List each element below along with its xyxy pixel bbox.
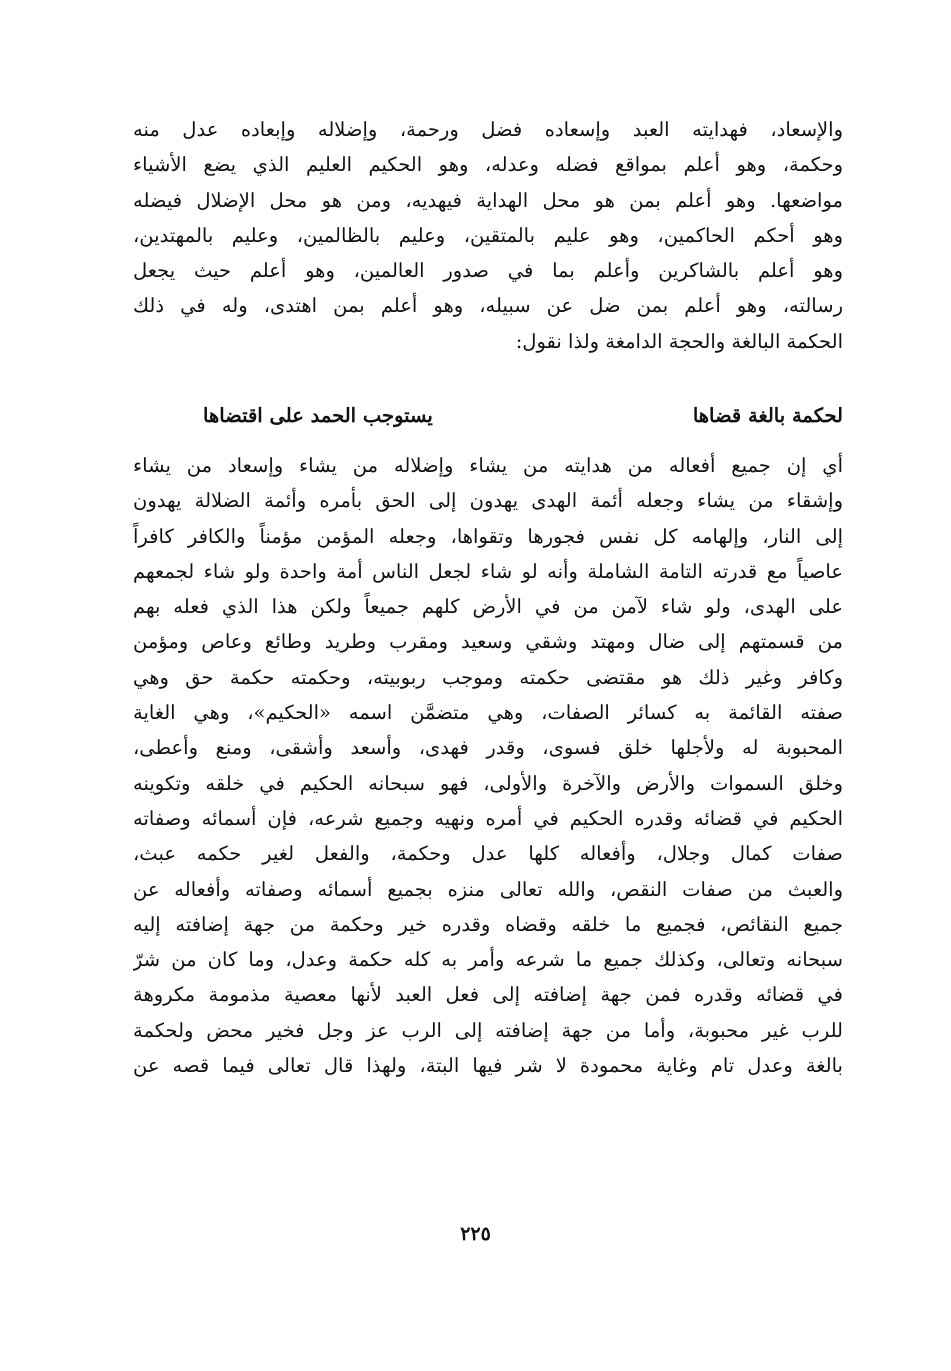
text-line: الحكيم في قضائه وقدره الحكيم في أمره ونهيه وجميع شرعه، فإن أسمائه وصفاته [133, 806, 843, 830]
text-line: للرب غير محبوبة، وأما من جهة إضافته إلى الرب عز وجل فخير محض ولحكمة [133, 1018, 843, 1042]
verse-first-hemistich: لحكمة بالغة قضاها [692, 404, 843, 427]
text-line: وكافر وغير ذلك هو مقتضى حكمته وموجب ربوبيته، وحكمته حكمة حق وهي [133, 665, 843, 689]
page-number: ٢٢٥ [460, 1223, 491, 1245]
text-line: في قضائه وقدره فمن جهة إضافته إلى فعل العبد لأنها معصية مذمومة مكروهة [133, 983, 843, 1007]
text-line: من قسمتهم إلى ضال ومهتد وشقي وسعيد ومقرب وطريد وطائع وعاص ومؤمن [133, 630, 843, 654]
text-line: مواضعها. وهو أعلم بمن هو محل الهداية فيهديه، ومن هو محل الإضلال فيضله [133, 188, 843, 212]
text-line: والعبث من صفات النقص، والله تعالى منزه بجميع أسمائه وصفاته وأفعاله عن [133, 877, 843, 901]
text-line: الحكمة البالغة والحجة الدامغة ولذا نقول: [515, 329, 843, 353]
text-line: وهو أحكم الحاكمين، وهو عليم بالمتقين، وعليم بالظالمين، وعليم بالمهتدين، [133, 223, 843, 247]
text-line: أي إن جميع أفعاله من هدايته من يشاء وإضلاله من يشاء وإسعاد من يشاء [133, 454, 843, 477]
text-line: عاصياً مع قدرته التامة الشاملة وأنه لو شاء لجعل الناس أمة واحدة ولو شاء لجمعهم [133, 559, 843, 583]
top-paragraph [133, 112, 843, 359]
text-line: صفته القائمة به كسائر الصفات، وهي متضمَّن اسمه «الحكيم»، وهي الغاية [133, 701, 843, 725]
main-paragraph [133, 448, 843, 1083]
text-line: على الهدى، ولو شاء لآمن من في الأرض كلهم جميعاً ولكن هذا الذي فعله بهم [133, 595, 843, 619]
text-line: وإشقاء من يشاء وجعله أئمة الهدى يهدون إلى الحق بأمره وأئمة الضلالة يهدون [133, 489, 843, 513]
text-line: وخلق السموات والأرض والآخرة والأولى، فهو سبحانه الحكيم في خلقه وتكوينه [133, 771, 843, 795]
text-line: بالغة وعدل تام وغاية محمودة لا شر فيها البتة، ولهذا قال تعالى فيما قصه عن [133, 1054, 843, 1078]
poem-verse [133, 396, 843, 436]
text-line: المحبوبة له ولأجلها خلق فسوى، وقدر فهدى، وأسعد وأشقى، ومنع وأعطى، [133, 736, 843, 760]
verse-second-hemistich: يستوجب الحمد على اقتضاها [203, 404, 433, 427]
text-line: إلى النار، وإلهامه كل نفس فجورها وتقواها، وجعله المؤمن مؤمناً والكافر كافراً [133, 524, 843, 548]
text-line: سبحانه وتعالى، وكذلك جميع ما شرعه وأمر به كله حكمة وعدل، وما كان من شرّ [133, 948, 843, 972]
text-line: وحكمة، وهو أعلم بمواقع فضله وعدله، وهو الحكيم العليم الذي يضع الأشياء [133, 153, 843, 177]
text-line: صفات كمال وجلال، وأفعاله كلها عدل وحكمة، والفعل لغير حكمه عبث، [133, 842, 843, 866]
text-line: رسالته، وهو أعلم بمن ضل عن سبيله، وهو أعلم بمن اهتدى، وله في ذلك [133, 294, 843, 318]
text-line: والإسعاد، فهدايته العبد وإسعاده فضل ورحمة، وإضلاله وإبعاده عدل منه [133, 118, 843, 141]
text-line: وهو أعلم بالشاكرين وأعلم بما في صدور العالمين، وهو أعلم حيث يجعل [133, 259, 843, 283]
text-line: جميع النقائص، فجميع ما خلقه وقضاه وقدره خير وحكمة من جهة إضافته إليه [133, 912, 843, 936]
